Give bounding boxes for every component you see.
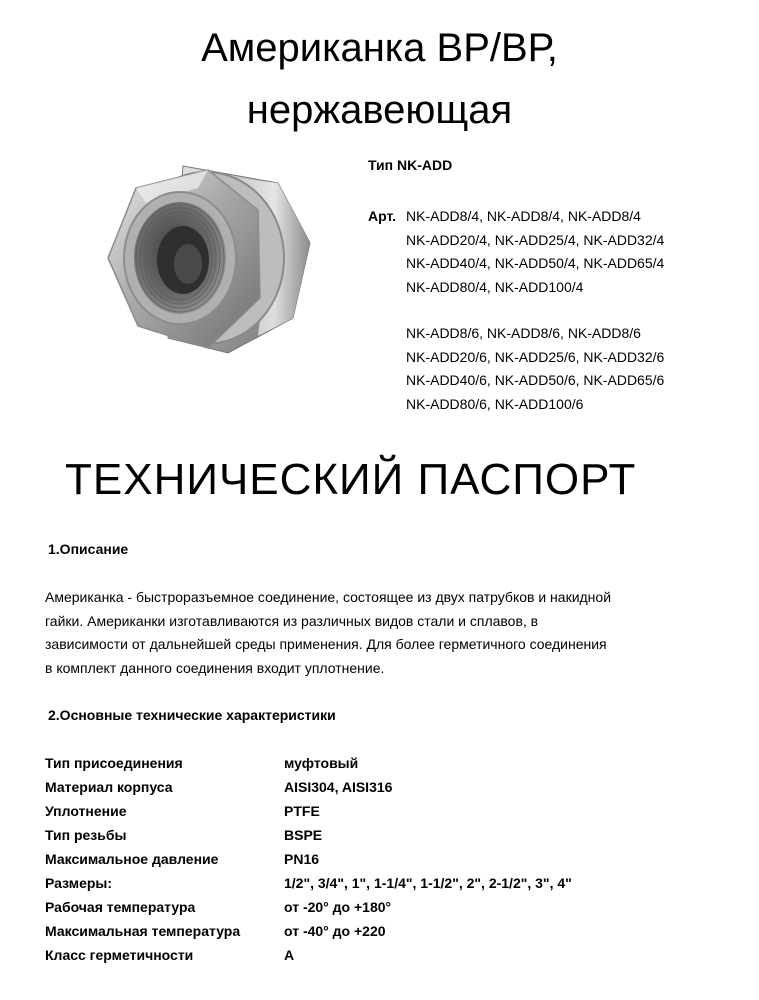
- spec-row: [45, 803, 685, 827]
- spec-row: [45, 875, 685, 899]
- spec-value: PN16: [284, 851, 320, 867]
- article-line: NK-ADD80/6, NK-ADD100/6: [406, 395, 584, 412]
- spec-name: Тип резьбы: [45, 827, 127, 843]
- product-type: Тип NK-ADD: [368, 157, 453, 173]
- description-text: [45, 586, 705, 680]
- description-line: Американка - быстроразъемное соединение, состоящее из двух патрубков и накидной: [45, 589, 612, 605]
- spec-name: Максимальное давление: [45, 851, 219, 867]
- description-line: гайки. Американки изготавливаются из различных видов стали и сплавов, в: [45, 612, 539, 629]
- article-line: NK-ADD20/6, NK-ADD25/6, NK-ADD32/6: [406, 348, 665, 365]
- spec-name: Уплотнение: [45, 803, 127, 819]
- spec-name: Максимальная температура: [45, 923, 241, 939]
- description-heading: 1.Описание: [48, 541, 129, 557]
- spec-name: Рабочая температура: [45, 899, 196, 915]
- spec-value: PTFE: [284, 803, 320, 819]
- spec-row: [45, 779, 685, 803]
- spec-value: от -40° до +220: [284, 923, 386, 939]
- spec-name: Размеры:: [45, 875, 113, 891]
- article-line: NK-ADD20/4, NK-ADD25/4, NK-ADD32/4: [406, 231, 665, 248]
- article-group-2: [406, 322, 664, 416]
- spec-row: [45, 947, 685, 971]
- description-line: в комплект данного соединения входит уплотнение.: [45, 659, 385, 676]
- spec-value: муфтовый: [284, 755, 359, 771]
- spec-name: Материал корпуса: [45, 779, 173, 795]
- specs-table: [45, 755, 685, 971]
- article-line: NK-ADD80/4, NK-ADD100/4: [406, 278, 584, 295]
- spec-row: [45, 923, 685, 947]
- article-line: NK-ADD8/6, NK-ADD8/6, NK-ADD8/6: [406, 325, 641, 341]
- article-line: NK-ADD8/4, NK-ADD8/4, NK-ADD8/4: [406, 208, 641, 224]
- union-fitting-image: [88, 148, 318, 368]
- page-title-line-1: Американка ВР/ВР,: [201, 26, 558, 70]
- article-line: NK-ADD40/4, NK-ADD50/4, NK-ADD65/4: [406, 255, 665, 271]
- spec-value: А: [284, 947, 295, 963]
- description-line: зависимости от дальнейшей среды применения. Для более герметичного соединения: [45, 636, 607, 652]
- spec-row: [45, 899, 685, 923]
- spec-value: AISI304, AISI316: [284, 779, 393, 795]
- spec-name: Класс герметичности: [45, 947, 194, 963]
- spec-row: [45, 755, 685, 779]
- page-title-line-2: нержавеющая: [246, 88, 513, 132]
- spec-value: 1/2", 3/4", 1", 1-1/4", 1-1/2", 2", 2-1/2", 3", 4": [284, 875, 572, 891]
- article-label: Арт.: [368, 208, 396, 224]
- spec-row: [45, 827, 685, 851]
- spec-value: от -20° до +180°: [284, 899, 392, 915]
- spec-row: [45, 851, 685, 875]
- spec-name: Тип присоединения: [45, 755, 183, 771]
- passport-title: ТЕХНИЧЕСКИЙ ПАСПОРТ: [65, 455, 637, 504]
- article-group-1: [406, 205, 664, 299]
- specs-heading: 2.Основные технические характеристики: [48, 707, 336, 723]
- article-line: NK-ADD40/6, NK-ADD50/6, NK-ADD65/6: [406, 372, 665, 388]
- spec-value: BSPE: [284, 827, 323, 843]
